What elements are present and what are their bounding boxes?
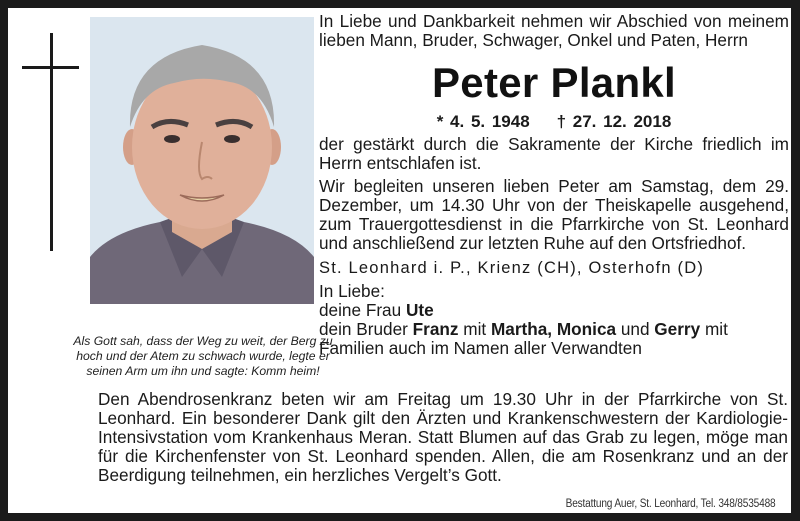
birth-date: * 4. 5. 1948 <box>436 112 530 131</box>
brother-name: Franz <box>412 319 459 339</box>
passing-text: der gestärkt durch die Sakramente der Kirche friedlich im Herrn entschlafen ist. <box>319 134 789 173</box>
mourner-wife <box>319 301 789 320</box>
mourning-places: St. Leonhard i. P., Krienz (CH), Osterhofn (D) <box>319 259 705 277</box>
obituary-notice <box>8 8 791 513</box>
in-love-label: In Liebe: <box>319 281 385 301</box>
relative-last-name: Gerry <box>654 319 701 339</box>
mourner-brother <box>319 320 789 339</box>
brother-prefix: dein Bruder <box>319 319 413 339</box>
obituary-text-column <box>319 12 789 358</box>
relatives-names: Martha, Monica <box>490 319 617 339</box>
families-text: Familien auch im Namen aller Verwandten <box>319 338 642 358</box>
rosary-and-thanks-text: Den Abendrosenkranz beten wir am Freitag um 19.30 Uhr in der Pfarrkirche von St. Leonhard. Ein besonderer Dank gilt den Ärzten und Krankenschwestern der Kardiologie-Intensivstation vom Krankenhaus Meran. Statt Blumen auf das Grab zu legen, möge man für die Kirchenfenster von St. Leonhard spenden. Allen, die am Rosenkranz und an der Beerdigung teilnehmen, ein herzliches Vergelt’s Gott. <box>98 389 788 485</box>
cross-horizontal-bar <box>22 66 79 69</box>
and-text: und <box>616 319 655 339</box>
wife-prefix: deine Frau <box>319 300 406 320</box>
life-dates <box>319 112 789 131</box>
with-text-2: mit <box>700 319 728 339</box>
rosary-and-thanks <box>98 390 788 485</box>
portrait-photo <box>90 17 314 304</box>
death-date: † 27. 12. 2018 <box>556 112 672 131</box>
memorial-poem: Als Gott sah, dass der Weg zu weit, der Berg zu hoch und der Atem zu schwach wurde, legte er seinen Arm um ihn und sagte: Komm heim! <box>73 334 333 379</box>
wife-name: Ute <box>405 300 434 320</box>
funeral-details: Wir begleiten unseren lieben Peter am Samstag, dem 29. Dezember, um 14.30 Uhr von der Theiskapelle ausgehend, zum Trauergottesdienst in die Pfarrkirche von St. Leonhard und anschließend zur letzten Ruhe auf den Ortsfriedhof. <box>319 176 789 253</box>
funeral-home-credit: Bestattung Auer, St. Leonhard, Tel. 348/8535488 <box>565 498 775 510</box>
with-text: mit <box>458 319 491 339</box>
intro-text: In Liebe und Dankbarkeit nehmen wir Abschied von meinem lieben Mann, Bruder, Schwager, Onkel und Paten, Herrn <box>319 11 789 50</box>
deceased-name: Peter Plankl <box>431 59 677 106</box>
